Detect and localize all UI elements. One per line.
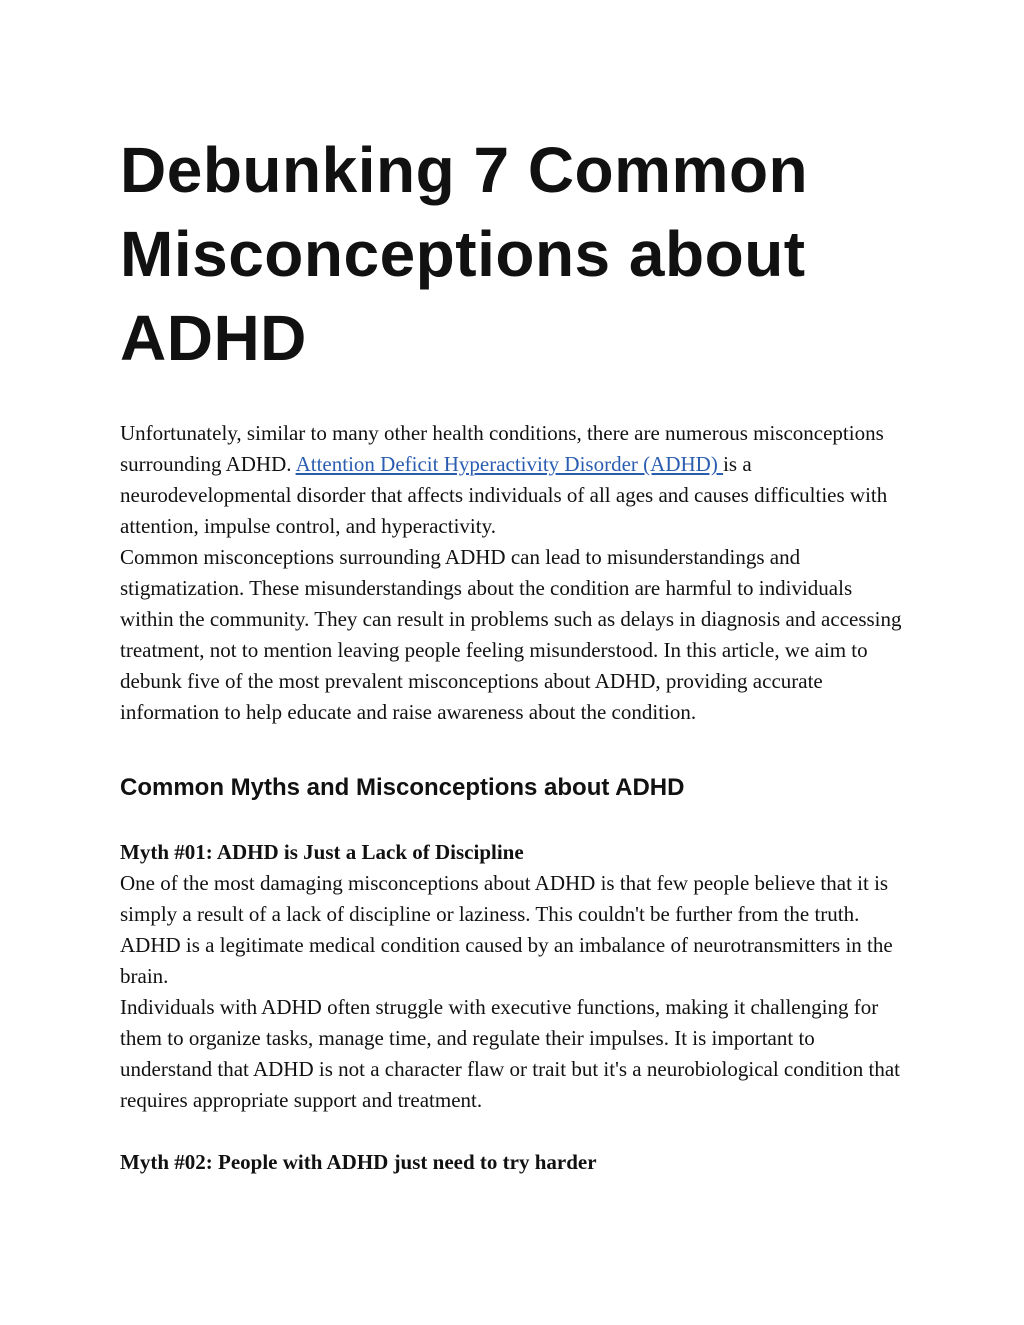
page-title <box>120 128 910 380</box>
intro-paragraph-2: Common misconceptions surrounding ADHD can lead to misunderstandings and stigmatization. These misunderstandings about the condition are harmful to individuals within the community. They can result in problems such as delays in diagnosis and accessing treatment, not to mention leaving people feeling misunderstood. In this article, we aim to debunk five of the most prevalent misconceptions about ADHD, providing accurate information to help educate and raise awareness about the condition. <box>120 545 902 724</box>
intro-text-before-link: Unfortunately, similar to many other health conditions, there are numerous misconceptions surrounding ADHD. <box>120 421 884 476</box>
myth-1-paragraph-2: Individuals with ADHD often struggle with executive functions, making it challenging for them to organize tasks, manage time, and regulate their impulses. It is important to understand that ADHD is not a character flaw or trait but it's a neurobiological condition that requires appropriate support and treatment. <box>120 995 900 1112</box>
myth-2-heading: Myth #02: People with ADHD just need to try harder <box>120 1150 597 1174</box>
intro-paragraph <box>120 418 910 542</box>
title-line-3: ADHD <box>120 302 307 374</box>
document-page <box>120 128 910 1178</box>
title-line-2: Misconceptions about <box>120 218 806 290</box>
adhd-link[interactable]: Attention Deficit Hyperactivity Disorder (ADHD) <box>295 452 724 476</box>
intro-text-after-link: is a neurodevelopmental disorder that affects individuals of all ages and causes difficulties with attention, impulse control, and hyperactivity. <box>120 452 888 538</box>
title-line-1: Debunking 7 Common <box>120 134 809 206</box>
myth-1-paragraph-1: One of the most damaging misconceptions about ADHD is that few people believe that it is simply a result of a lack of discipline or laziness. This couldn't be further from the truth. ADHD is a legitimate medical condition caused by an imbalance of neurotransmitters in the brain. <box>120 871 893 988</box>
myth-1-heading: Myth #01: ADHD is Just a Lack of Discipline <box>120 840 524 864</box>
section-heading: Common Myths and Misconceptions about ADHD <box>120 774 685 801</box>
